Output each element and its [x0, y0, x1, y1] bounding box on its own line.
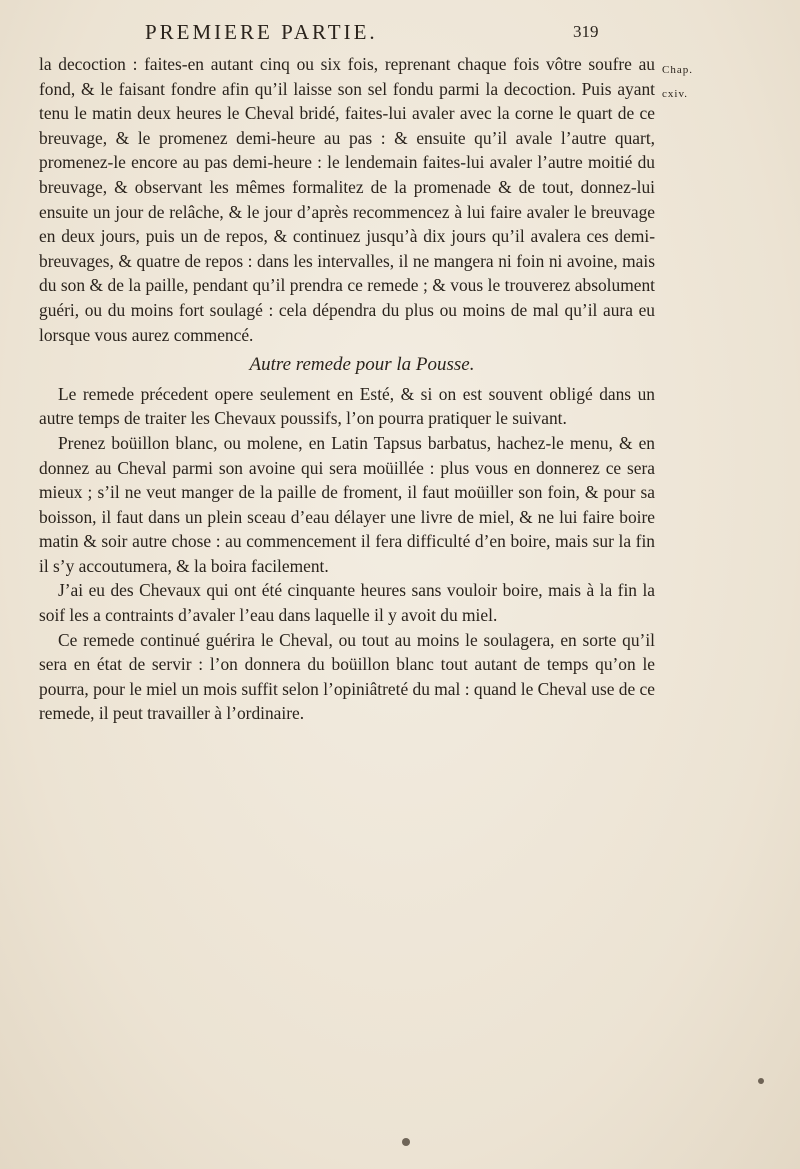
margin-note [662, 58, 693, 106]
paragraph-remede-precedent: Le remede précedent opere seulement en Esté, & si on est souvent obligé dans un autre temps de traiter les Chevaux poussifs, l’on pourra pratiquer le suivant. [39, 383, 655, 429]
paragraph-decoction: la decoction : faites-en autant cinq ou six fois, reprenant chaque fois vôtre soufre au fond, & le faisant fondre afin qu’il laisse son sel fondu parmi la decoction. Puis ayant tenu le matin deux heures le Cheval bridé, faites-lui avaler avec la corne le quart de ce breuvage, & le promenez demi-heure au pas : & ensuite qu’il avale l’autre quart, promenez-le encore au pas demi-heure : le lendemain faites-lui avaler l’autre moitié du breuvage, & observant les mêmes formalitez de la promenade & de tout, donnez-lui ensuite un jour de relâche, & le jour d’après recommencez à lui faire avaler le breuvage en deux jours, puis un de repos, & continuez jusqu’à dix jours qu’il avalera ces demi-breuvages, & quatre de repos : dans les intervalles, il ne mangera ni foin ni avoine, mais du son & de la paille, pendant qu’il prendra ce remede ; & vous le trouverez absolument guéri, ou du moins fort soulagé : cela dépendra du plus ou moins de mal qu’il aura eu lorsque vous aurez commencé. [39, 54, 655, 345]
body-text [39, 52, 655, 726]
ink-blot [402, 1138, 410, 1146]
paragraph-bouillon-blanc: Prenez boüillon blanc, ou molene, en Latin Tapsus barbatus, hachez-le menu, & en donnez au Cheval parmi son avoine qui sera moüillée : plus vous en donnerez ce sera mieux ; s’il ne veut manger de la paille de froment, il faut moüiller son foin, & pour sa boisson, il faut dans un plein sceau d’eau délayer une livre de miel, & ne lui faire boire matin & soir autre chose : au commencement il fera difficulté d’en boire, mais sur la fin il s’y accoutumera, & la boira facilement. [39, 432, 655, 576]
paragraph-chevaux-boire: J’ai eu des Chevaux qui ont été cinquante heures sans vouloir boire, mais à la fin la soif les a contraints d’avaler l’eau dans laquelle il y avoit du miel. [39, 580, 655, 626]
running-head: PREMIERE PARTIE. [145, 20, 378, 44]
section-heading: Autre remede pour la Pousse. [249, 354, 475, 376]
margin-note-chapter: Chap. [662, 64, 693, 76]
paragraph-remede-continue: Ce remede continué guérira le Cheval, ou tout au moins le soulagera, en sorte qu’il sera en état de servir : l’on donnera du boüillon blanc tout autant de temps qu’on le pourra, pour le miel un mois suffit selon l’opiniâtreté du mal : quand le Cheval use de ce remede, il peut travailler à l’ordinaire. [39, 629, 655, 724]
page-number: 319 [573, 22, 599, 41]
margin-note-number: cxiv. [662, 88, 688, 100]
ink-blot [758, 1078, 764, 1084]
